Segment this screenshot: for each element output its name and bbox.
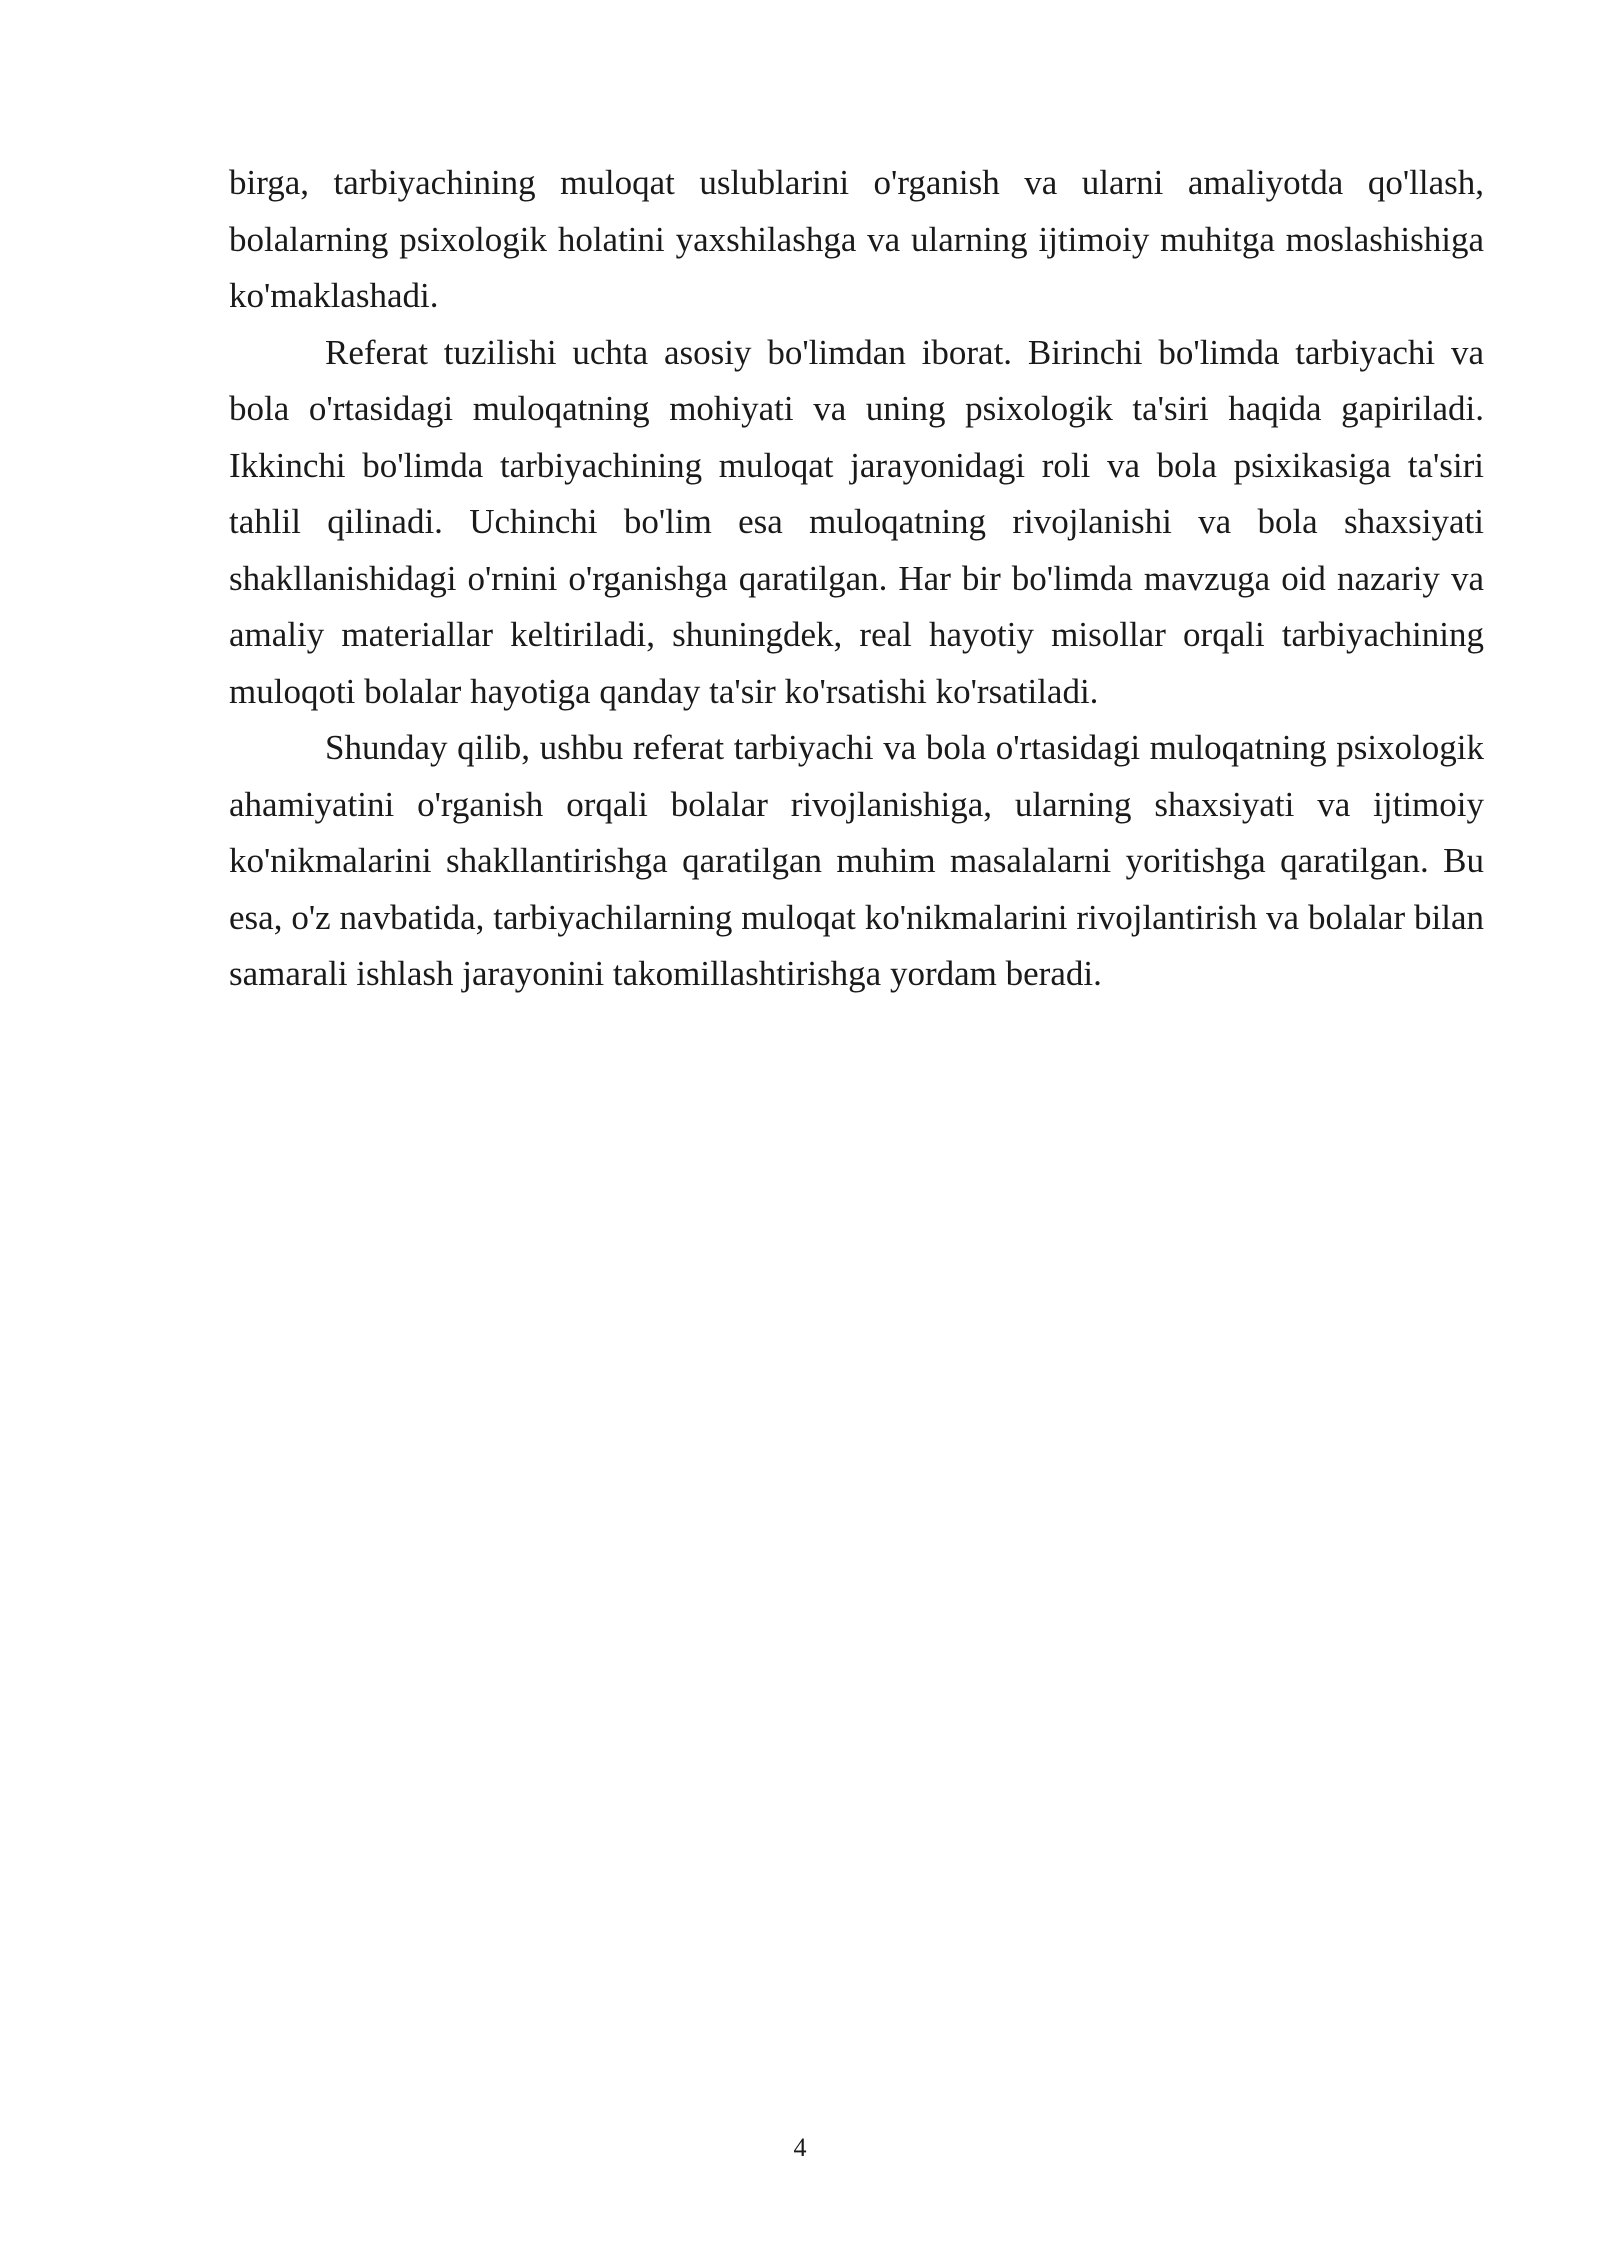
paragraph-continuation: birga, tarbiyachining muloqat uslublarini o'rganish va ularni amaliyotda qo'llash, bolalarning psixologik holatini yaxshilashga va ularning ijtimoiy muhitga moslashishiga ko'maklashadi. bbox=[229, 163, 1484, 315]
page-number: 4 bbox=[793, 2133, 807, 2162]
paragraph-conclusion: Shunday qilib, ushbu referat tarbiyachi va bola o'rtasidagi muloqatning psixologik ahamiyatini o'rganish orqali bolalar rivojlanishiga, ularning shaxsiyati va ijtimoiy ko'nikmalarini shakllantirishga qaratilgan muhim masalalarni yoritishga qaratilgan. Bu esa, o'z navbatida, tarbiyachilarning muloqat ko'nikmalarini rivojlantirish va bolalar bilan samarali ishlash jarayonini takomillashtirishga yordam beradi. bbox=[229, 728, 1484, 993]
page-body bbox=[229, 155, 1484, 1003]
paragraph-structure: Referat tuzilishi uchta asosiy bo'limdan iborat. Birinchi bo'limda tarbiyachi va bola o'rtasidagi muloqatning mohiyati va uning psixologik ta'siri haqida gapiriladi. Ikkinchi bo'limda tarbiyachining muloqat jarayonidagi roli va bola psixikasiga ta'siri tahlil qilinadi. Uchinchi bo'lim esa muloqatning rivojlanishi va bola shaxsiyati shakllanishidagi o'rnini o'rganishga qaratilgan. Har bir bo'limda mavzuga oid nazariy va amaliy materiallar keltiriladi, shuningdek, real hayotiy misollar orqali tarbiyachining muloqoti bolalar hayotiga qanday ta'sir ko'rsatishi ko'rsatiladi. bbox=[229, 332, 1484, 711]
